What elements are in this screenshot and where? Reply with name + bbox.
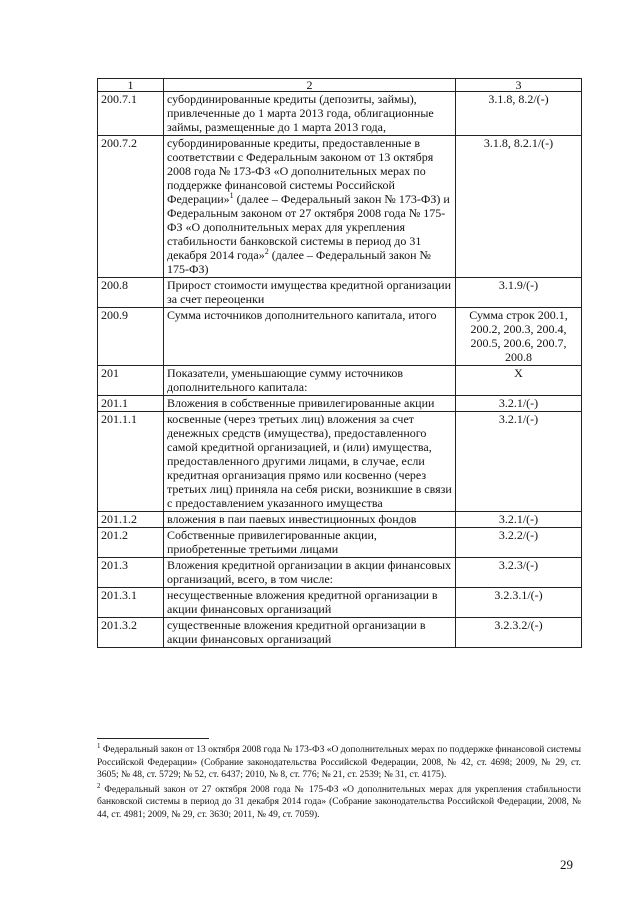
footnotes [97,741,581,823]
row-description [164,136,456,278]
row-code: 200.7.1 [98,92,164,136]
footnote-ref: 2 [264,247,269,256]
row-reference: 3.1.8, 8.2.1/(-) [456,136,582,278]
footnote-mark: 1 [97,741,101,750]
table-row [98,308,582,366]
row-reference: Сумма строк 200.1, 200.2, 200.3, 200.4, 200.5, 200.6, 200.7, 200.8 [456,308,582,366]
column-number-1: 1 [98,79,164,92]
row-description: Сумма источников дополнительного капитала, итого [164,308,456,366]
table-row [98,558,582,588]
row-code: 200.8 [98,278,164,308]
row-description: косвенные (через третьих лиц) вложения за счет денежных средств (имущества), предоставленного самой кредитной организацией, и (или) имущества, предоставленного другими лицами, в случае, если кредитная организация прямо или косвенно (через третьих лиц) приняла на себя риски, возникшие в связи с предоставлением указанного имущества [164,412,456,512]
row-description: Вложения кредитной организации в акции финансовых организаций, всего, в том числе: [164,558,456,588]
table-row [98,278,582,308]
column-number-2: 2 [164,79,456,92]
footnote-ref: 1 [229,191,234,200]
row-reference: 3.2.1/(-) [456,512,582,528]
footnote-text: Федеральный закон от 13 октября 2008 года № 173-ФЗ «О дополнительных мерах по поддержке финансовой системы Российской Федерации» (Собрание законодательства Российской Федерации, 2008, № 42, ст. 4698; 2009, № 29, ст. 3605; № 48, ст. 5729; № 52, ст. 6437; 2010, № 8, ст. 776; № 21, ст. 2539; № 31, ст. 4175). [97,745,581,780]
row-code: 200.7.2 [98,136,164,278]
row-description: существенные вложения кредитной организации в акции финансовых организаций [164,618,456,648]
row-description: вложения в паи паевых инвестиционных фондов [164,512,456,528]
row-code: 201.3.1 [98,588,164,618]
row-reference: 3.2.3.2/(-) [456,618,582,648]
footnote-separator [97,738,209,739]
indicator-table [97,78,582,648]
row-reference: 3.2.3/(-) [456,558,582,588]
row-reference: 3.2.2/(-) [456,528,582,558]
row-reference: X [456,366,582,396]
row-reference: 3.2.1/(-) [456,396,582,412]
row-code: 201.3.2 [98,618,164,648]
row-code: 201.1 [98,396,164,412]
row-code: 201.3 [98,558,164,588]
description-text: субординированные кредиты, предоставленные в соответствии с Федеральным законом от 13 октября 2008 года № 173-ФЗ «О дополнительных мерах по поддержке финансовой системы Российской Федерации» [167,136,434,206]
description-text: (далее – Федеральный закон № 175-ФЗ) [167,248,431,276]
row-description: Показатели, уменьшающие сумму источников дополнительного капитала: [164,366,456,396]
row-code: 201.1.1 [98,412,164,512]
table-row [98,412,582,512]
footnote [97,781,581,822]
column-number-3: 3 [456,79,582,92]
page-number: 29 [560,857,573,872]
row-reference: 3.2.1/(-) [456,412,582,512]
row-description: Собственные привилегированные акции, приобретенные третьими лицами [164,528,456,558]
table-row [98,588,582,618]
row-description: субординированные кредиты (депозиты, займы), привлеченные до 1 марта 2013 года, облигационные займы, размещенные до 1 марта 2013 года, [164,92,456,136]
row-code: 201.1.2 [98,512,164,528]
table-row [98,512,582,528]
row-reference: 3.1.8, 8.2/(-) [456,92,582,136]
footnote [97,741,581,782]
table-row [98,366,582,396]
table-header-row [98,79,582,92]
row-code: 201.2 [98,528,164,558]
row-description: несущественные вложения кредитной организации в акции финансовых организаций [164,588,456,618]
row-reference: 3.2.3.1/(-) [456,588,582,618]
row-description: Вложения в собственные привилегированные акции [164,396,456,412]
footnote-mark: 2 [97,781,101,790]
row-code: 200.9 [98,308,164,366]
row-description: Прирост стоимости имущества кредитной организации за счет переоценки [164,278,456,308]
description-text: (далее – Федеральный закон № 173-ФЗ) и Федеральным законом от 27 октября 2008 года № 175-ФЗ «О дополнительных мерах для укрепления стабильности банковской системы в период до 31 декабря 2014 года» [167,192,450,262]
row-code: 201 [98,366,164,396]
table-row [98,136,582,278]
table-row [98,92,582,136]
table-row [98,618,582,648]
table-row [98,396,582,412]
footnote-text: Федеральный закон от 27 октября 2008 года № 175-ФЗ «О дополнительных мерах для укрепления стабильности банковской системы в период до 31 декабря 2014 года» (Собрание законодательства Российской Федерации, 2008, № 44, ст. 4981; 2009, № 29, ст. 3630; 2011, № 49, ст. 7059). [97,784,581,820]
table-row [98,528,582,558]
row-reference: 3.1.9/(-) [456,278,582,308]
